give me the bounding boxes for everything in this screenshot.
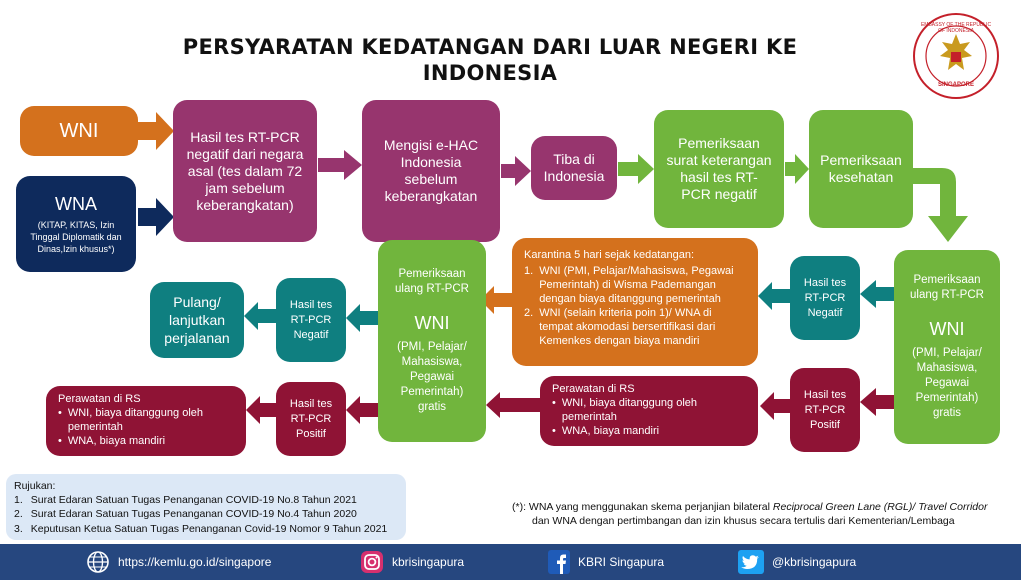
footer-website[interactable] — [86, 551, 271, 573]
footer-website-label: https://kemlu.go.id/singapore — [118, 555, 272, 569]
wna-box — [16, 176, 136, 272]
arrow-wni-to-pcr — [138, 112, 174, 150]
hospital-mid-title: Perawatan di RS — [552, 383, 635, 395]
pcr-requirement-box — [173, 100, 317, 242]
health-check-label: Pemeriksaan kesehatan — [820, 152, 902, 185]
ehac-box — [362, 100, 500, 242]
footnote-text-after: dan WNA dengan pertimbangan dan izin khusus secara tertulis dari Kementerian/Lembaga — [532, 515, 955, 527]
wni-box — [20, 106, 138, 156]
arrow-doccheck-to-health — [785, 154, 809, 184]
facebook-icon — [548, 550, 570, 574]
pos-left-box — [276, 382, 346, 456]
neg-right-box — [790, 256, 860, 340]
footer-twitter-label: @kbrisingapura — [772, 555, 857, 569]
arrow-pcr-to-ehac — [318, 150, 362, 180]
quarantine-title: Karantina 5 hari sejak kedatangan: — [524, 249, 695, 261]
arrow-ehac-to-arrival — [501, 156, 531, 186]
quarantine-item-1: 1. WNI (PMI, Pelajar/Mahasiswa, Pegawai Pemerintah) di Wisma Pademangan dengan biaya ditanggung pemerintah — [524, 265, 734, 305]
quarantine-item-2: 2. WNI (selain kriteria poin 1)/ WNA di tempat akomodasi bersertifikasi dari Kemenkes dengan biaya mandiri — [524, 307, 716, 347]
arrow-recheck-to-neg — [346, 304, 378, 332]
recheck-mid-title: Pemeriksaan ulang RT-PCR — [395, 268, 469, 295]
footer-twitter[interactable] — [738, 551, 856, 573]
hospital-left-item-2: • WNA, biaya mandiri — [58, 435, 166, 447]
twitter-icon — [738, 550, 764, 574]
footnote-italic-1: Reciprocal Green Lane (RGL)/ — [772, 501, 916, 513]
recheck-right-wni: WNI — [929, 319, 965, 339]
quarantine-box — [512, 238, 758, 366]
footer-bar — [0, 544, 1021, 580]
title-line-2: INDONESIA — [422, 61, 558, 85]
pos-left-label: Hasil tes RT-PCR Positif — [289, 397, 333, 440]
instagram-icon — [360, 550, 384, 574]
arrow-pos-to-hospital — [760, 392, 790, 420]
arrival-box — [531, 136, 617, 200]
footer-instagram-label: kbrisingapura — [392, 555, 465, 569]
embassy-seal — [912, 12, 1000, 100]
footer-instagram[interactable] — [360, 551, 464, 573]
health-check-box — [809, 110, 913, 228]
wna-label: WNA — [55, 193, 97, 214]
hospital-mid-item-1: • WNI, biaya ditanggung oleh pemerintah — [552, 397, 698, 423]
arrival-label: Tiba di Indonesia — [543, 151, 605, 184]
pos-right-box — [790, 368, 860, 452]
footnote-marker: (*): — [512, 501, 526, 513]
references-heading: Rujukan: — [14, 480, 56, 492]
pcr-requirement-label: Hasil tes RT-PCR negatif dari negara asal (tes dalam 72 jam sebelum keberangkatan) — [186, 128, 304, 213]
recheck-right-box — [894, 250, 1000, 444]
arrow-recheck-to-pos — [346, 396, 378, 424]
references-box — [6, 474, 406, 540]
wni-label: WNI — [59, 119, 99, 142]
footer-facebook-label: KBRI Singapura — [578, 555, 665, 569]
reference-item: 2. Surat Edaran Satuan Tugas Penanganan COVID-19 No.4 Tahun 2020 — [14, 508, 357, 521]
footnote-italic-2: Travel Corridor — [918, 501, 988, 513]
globe-icon — [86, 550, 110, 574]
page-title — [150, 34, 830, 86]
neg-left-box — [276, 278, 346, 362]
document-check-box — [654, 110, 784, 228]
hospital-left-item-1: • WNI, biaya ditanggung oleh pemerintah — [58, 407, 204, 433]
recheck-mid-sub: (PMI, Pelajar/ Mahasiswa, Pegawai Pemerintah) gratis — [397, 341, 467, 413]
neg-left-label: Hasil tes RT-PCR Negatif — [289, 298, 333, 341]
wna-sub-label: (KITAP, KITAS, Izin Tinggal Diplomatik dan Dinas,Izin khusus*) — [30, 219, 122, 254]
pos-right-label: Hasil tes RT-PCR Positif — [803, 388, 847, 431]
go-home-label: Pulang/ lanjutkan perjalanan — [164, 294, 230, 346]
reference-item: 1. Surat Edaran Satuan Tugas Penanganan COVID-19 No.8 Tahun 2021 — [14, 494, 357, 507]
arrow-wna-to-pcr — [138, 198, 174, 236]
ehac-label: Mengisi e-HAC Indonesia sebelum keberangkatan — [383, 137, 479, 204]
recheck-right-sub: (PMI, Pelajar/ Mahasiswa, Pegawai Pemerintah) gratis — [912, 347, 982, 419]
footnote-text-before: WNA yang menggunakan skema perjanjian bilateral — [528, 501, 770, 513]
arrow-arrival-to-doccheck — [618, 154, 654, 184]
footer-facebook[interactable] — [548, 551, 664, 573]
seal-top-text: EMBASSY OF THE REPUBLIC OF INDONESIA — [920, 22, 992, 34]
arrow-neg-to-quarantine — [758, 282, 790, 310]
recheck-mid-box — [378, 240, 486, 442]
hospital-mid-item-2: • WNA, biaya mandiri — [552, 425, 660, 437]
hospital-left-title: Perawatan di RS — [58, 393, 141, 405]
footnote — [512, 500, 1012, 528]
arrow-neg-to-home — [244, 302, 276, 330]
arrow-right-to-neg — [860, 280, 894, 308]
title-line-1: PERSYARATAN KEDATANGAN DARI LUAR NEGERI KE — [182, 35, 798, 59]
go-home-box — [150, 282, 244, 358]
reference-item: 3. Keputusan Ketua Satuan Tugas Penanganan Covid-19 Nomor 9 Tahun 2021 — [14, 522, 388, 535]
recheck-mid-wni: WNI — [414, 313, 450, 333]
seal-bottom-text: SINGAPORE — [937, 82, 974, 88]
document-check-label: Pemeriksaan surat keterangan hasil tes RT-PCR negatif — [666, 135, 772, 202]
arrow-hospital-to-recheck — [486, 392, 540, 418]
hospital-mid-box — [540, 376, 758, 446]
neg-right-label: Hasil tes RT-PCR Negatif — [803, 276, 847, 319]
arrow-right-to-pos — [860, 388, 894, 416]
arrow-pos-to-hospital-left — [246, 396, 276, 424]
hospital-left-box — [46, 386, 246, 456]
arrow-health-down — [912, 150, 972, 242]
recheck-right-title: Pemeriksaan ulang RT-PCR — [910, 274, 984, 301]
